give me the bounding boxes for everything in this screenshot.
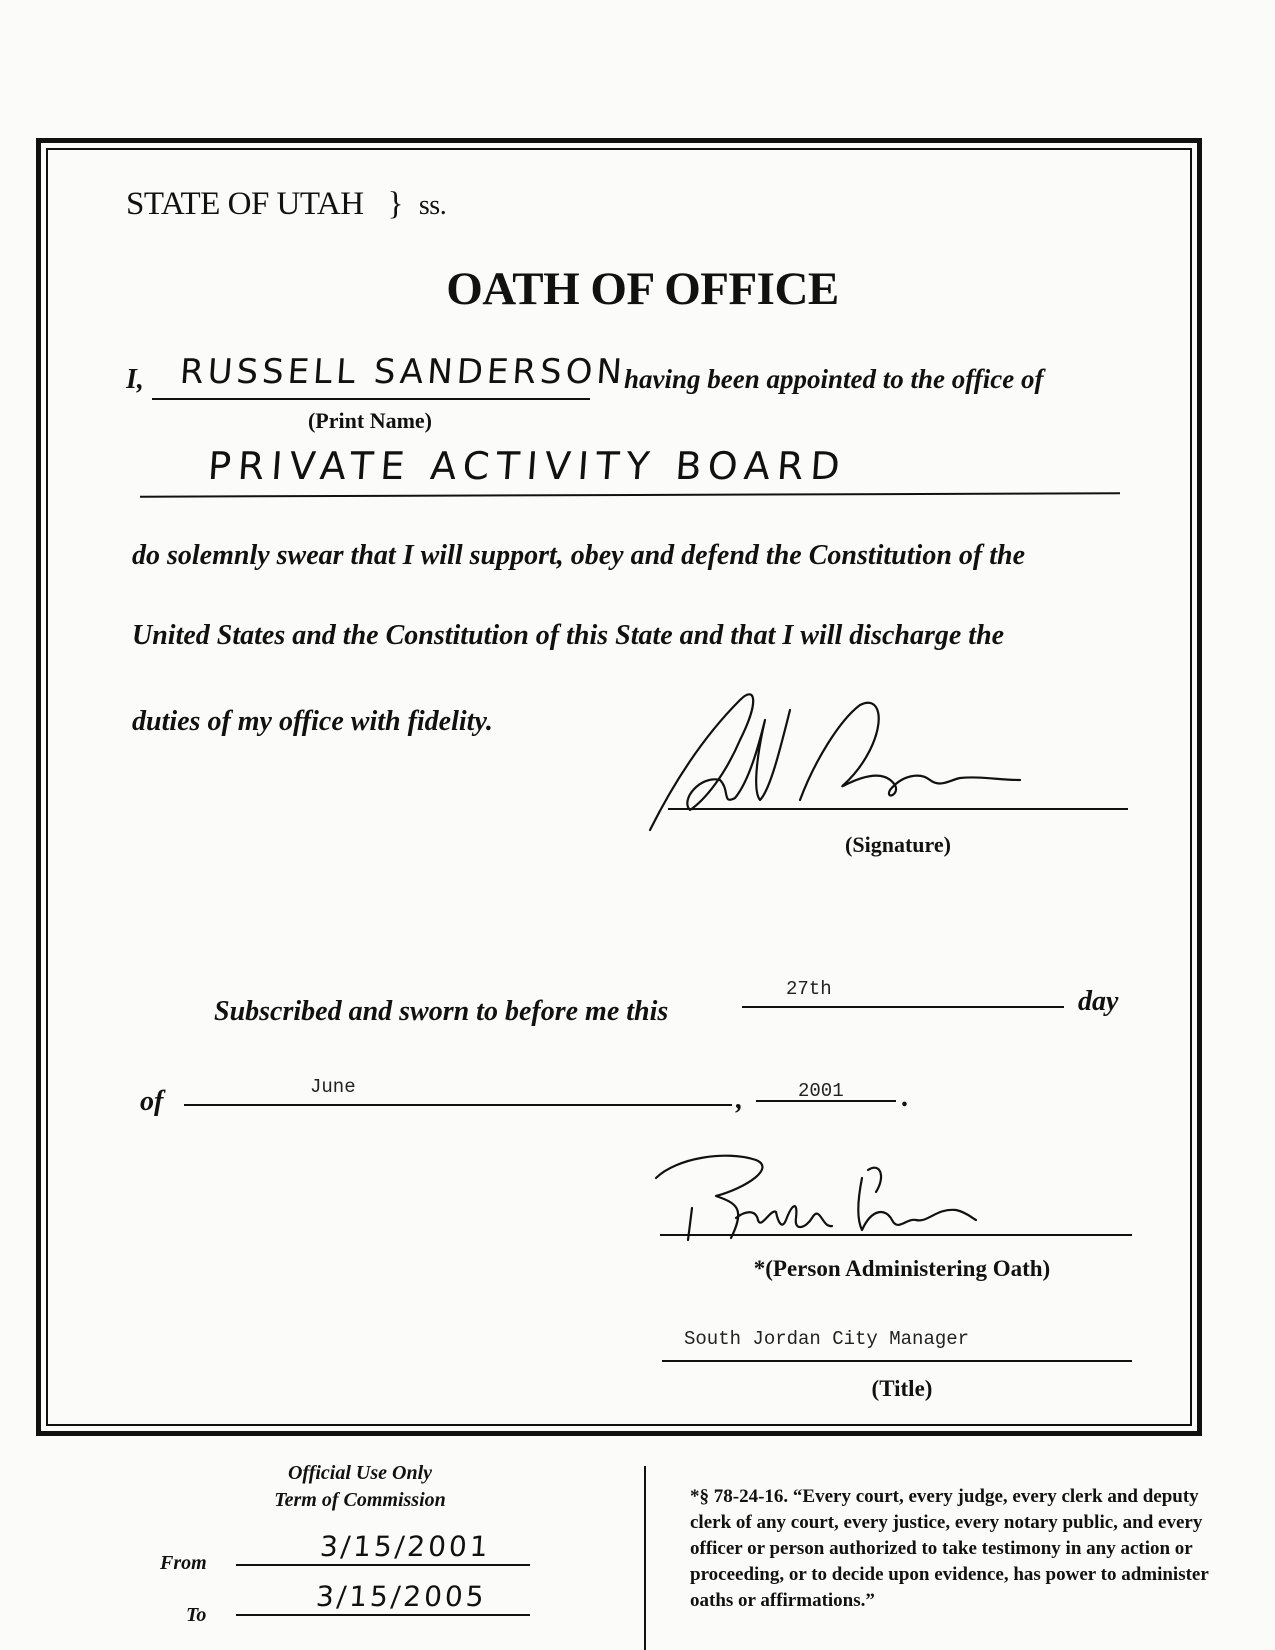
month-line (184, 1104, 732, 1106)
to-label: To (186, 1604, 207, 1626)
to-date-handwritten: 3/15/2005 (314, 1580, 488, 1613)
sworn-day-value: 27th (786, 978, 832, 1000)
title-line (662, 1360, 1132, 1362)
administrator-signature (636, 1148, 996, 1248)
official-use-heading-1: Official Use Only (287, 1462, 433, 1484)
of-label: of (140, 1086, 164, 1117)
month-comma: , (736, 1084, 743, 1115)
printed-name-handwritten: RUSSELL SANDERSON (178, 352, 628, 392)
sworn-month-value: June (310, 1076, 356, 1098)
oath-text-line-1: do solemnly swear that I will support, obey and defend the Constitution of the (132, 540, 1025, 571)
from-label: From (160, 1552, 207, 1574)
administrator-caption: *(Person Administering Oath) (753, 1256, 1051, 1281)
term-of-commission-heading: Term of Commission (274, 1489, 446, 1511)
to-line (236, 1614, 530, 1616)
oath-text-line-3: duties of my office with fidelity. (132, 706, 493, 737)
statute-text: *§ 78-24-16. “Every court, every judge, every clerk and deputy clerk of any court, every justice, every notary public, and every officer or person authorized to take testimony in any action or proceeding, or to decide upon evidence, has power to administer oaths or affirmations.” (690, 1486, 1209, 1611)
oath-text-line-2: United States and the Constitution of this State and that I will discharge the (132, 620, 1005, 651)
year-period: . (902, 1082, 909, 1113)
year-line (756, 1100, 896, 1102)
print-name-caption: (Print Name) (307, 408, 432, 433)
signature-caption: (Signature) (845, 832, 951, 857)
administrator-title-value: South Jordan City Manager (684, 1328, 970, 1350)
venue-brace: } (387, 186, 403, 222)
day-line (742, 1006, 1064, 1008)
state-label: STATE OF UTAH (126, 186, 364, 222)
official-use-heading (240, 1460, 480, 1514)
venue-heading (126, 186, 446, 223)
sworn-year-value: 2001 (798, 1080, 844, 1102)
footer-divider (644, 1466, 646, 1650)
document-title: OATH OF OFFICE (446, 263, 839, 315)
from-date-handwritten: 3/15/2001 (318, 1530, 492, 1563)
office-handwritten: PRIVATE ACTIVITY BOARD (206, 444, 849, 488)
from-line (236, 1564, 530, 1566)
name-line (152, 398, 590, 400)
appointee-signature (640, 680, 1080, 840)
oath-prefix: I, (126, 364, 144, 395)
appointed-text: having been appointed to the office of (624, 364, 1044, 394)
signature-line (668, 808, 1128, 810)
venue-ss: ss. (418, 190, 447, 221)
sworn-prefix: Subscribed and sworn to before me this (214, 996, 669, 1027)
administrator-line (660, 1234, 1132, 1236)
title-caption: (Title) (871, 1376, 933, 1401)
day-suffix: day (1078, 986, 1119, 1017)
